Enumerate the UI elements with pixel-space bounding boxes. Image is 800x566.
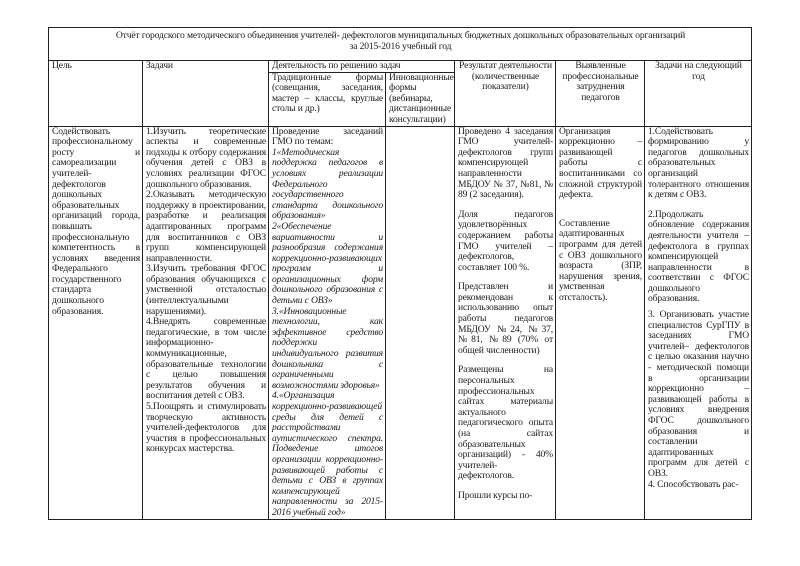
- cell-difficulties: [556, 126, 645, 519]
- meeting-topic: 4.«Организация коррекционно-развивающей среды для детей с расстройствами аутистического спектра. Подведение итогов организации коррекционно-развивающей работы с детьми с ОВЗ в группах компенсирующей направленности за 2015-2016 учебный год»: [272, 390, 383, 518]
- report-page: [48, 27, 751, 520]
- cell-next-year: [645, 126, 752, 519]
- header-next-year: Задачи на следующий год: [645, 61, 752, 127]
- next-year-item: 2.Продолжать обновление содержания деятельности учителя – дефектолога в группах компенсирующей направленности в соответствии с ФГОС дошкольного образования.: [648, 208, 749, 305]
- task-item: 3.Изучить требования ФГОС образования обучающихся с умственной отсталостью (интеллектуальными нарушениями).: [146, 263, 266, 317]
- title-row: [49, 28, 752, 61]
- next-year-item: 4. Способствовать рас-: [648, 478, 739, 490]
- result-item: Проведено 4 заседания ГМО учителей-дефектологов групп компенсирующей направленности МБДОУ № 37, №81, № 89 (2 заседания).: [458, 125, 553, 201]
- result-item: Доля педагогов удовлетворённых содержанием работы ГМО учителей – дефектологов, составляет 100 %.: [458, 208, 553, 273]
- cell-innovative-forms: [386, 126, 455, 519]
- difficulty-item: Организация коррекционно – развивающей работы с воспитанниками со сложной структурой дефекта.: [559, 125, 642, 201]
- traditional-intro: Проведение заседаний ГМО по темам:: [272, 125, 383, 148]
- header-activity: Деятельность по решению задач: [269, 61, 455, 73]
- report-title-line-2: за 2015-2016 учебный год: [349, 41, 452, 52]
- task-item: 1.Изучить теоретические аспекты и современные подходы к отбору содержания обучения детей с ОВЗ в условиях реализации ФГОС дошкольного образования.: [146, 125, 266, 190]
- cell-traditional-forms: [269, 126, 386, 519]
- header-tasks: Задачи: [143, 61, 269, 127]
- table-row: [49, 126, 752, 519]
- header-result: Результат деятельности (количественные показатели): [455, 61, 556, 127]
- header-activity-traditional: Традиционные формы (совещания, заседания, мастер – классы, круглые столы и др.): [269, 72, 386, 126]
- header-row: [49, 61, 752, 73]
- report-title: [49, 28, 752, 61]
- task-item: 5.Поощрять и стимулировать творческую активность учителей-дефектологов для участия в профессиональных конкурсах мастерства.: [146, 401, 266, 455]
- paragraph-gap: [559, 201, 642, 210]
- task-item: 4.Внедрять современные педагогические, в том числе информационно-коммуникационные, образовательные технологии с целью повышения результатов обучения и воспитания детей с ОВЗ.: [146, 316, 266, 402]
- cell-goal: Содействовать профессиональному росту и самореализации учителей-дефектологов дошкольных образовательных организаций города, повышать профессиональную компетентность в условиях введения Федерального государственного стандарта дошкольного образования.: [49, 126, 143, 519]
- meeting-topic: 2«Обеспечение вариативности и разнообразия содержания коррекционно-развивающих программ и организационных форм дошкольного образования с детьми с ОВЗ»: [272, 220, 383, 307]
- header-activity-innovative: Инновационные формы (вебинары, дистанционные консультации): [386, 72, 455, 126]
- report-title-line-1: Отчёт городского методического объединения учителей- дефектологов муниципальных бюджетных дошкольных образовательных организаций: [115, 30, 686, 41]
- header-goal: Цель: [49, 61, 143, 127]
- result-item: Представлен и рекомендован к использованию опыт работы педагогов МБДОУ №24, №37, №81, №89 (70% от общей численности): [458, 281, 553, 356]
- next-year-item: 3. Организовать участие специалистов СурГПУ в заседаниях ГМО учителей– дефектологов с целью оказания научно - методической помощи в организации коррекционно – развивающей работы в условиях внедрения ФГОС дошкольного образования и составлении адаптированных программ для детей с ОВЗ.: [648, 309, 749, 479]
- cell-tasks: [143, 126, 269, 519]
- difficulty-item: Составление адаптированных программ для детей с ОВЗ дошкольного возраста (ЗПР, нарушения зрения, умственная отсталость).: [559, 217, 642, 303]
- result-item: Прошли курсы по-: [458, 489, 533, 501]
- meeting-topic: 3.«Инновационные технологии, как эффективное средство поддержки индивидуального развития дошкольника с ограниченными возможностями здоровья»: [272, 305, 383, 391]
- result-item: Размещены на персональных профессиональных сайтах материалы актуального педагогического опыта (на сайтах образовательных организаций) - 40% учителей-дефектологов.: [458, 364, 553, 482]
- cell-results: [455, 126, 556, 519]
- next-year-item: 1.Содействовать формированию у педагогов дошкольных образовательных организаций толерантного отношения к детям с ОВЗ.: [648, 125, 749, 201]
- header-difficulties: Выявленные профессиональные затруднения педагогов: [556, 61, 645, 127]
- report-table: [48, 27, 752, 520]
- task-item: 2.Оказывать методическую поддержку в проектировании, разработке и реализация адаптированных программ для воспитанников с ОВЗ групп компенсирующей направленности.: [146, 189, 266, 264]
- meeting-topic: 1«Методическая поддержка педагогов в условиях реализации Федерального государственного стандарта дошкольного образования»: [272, 146, 383, 222]
